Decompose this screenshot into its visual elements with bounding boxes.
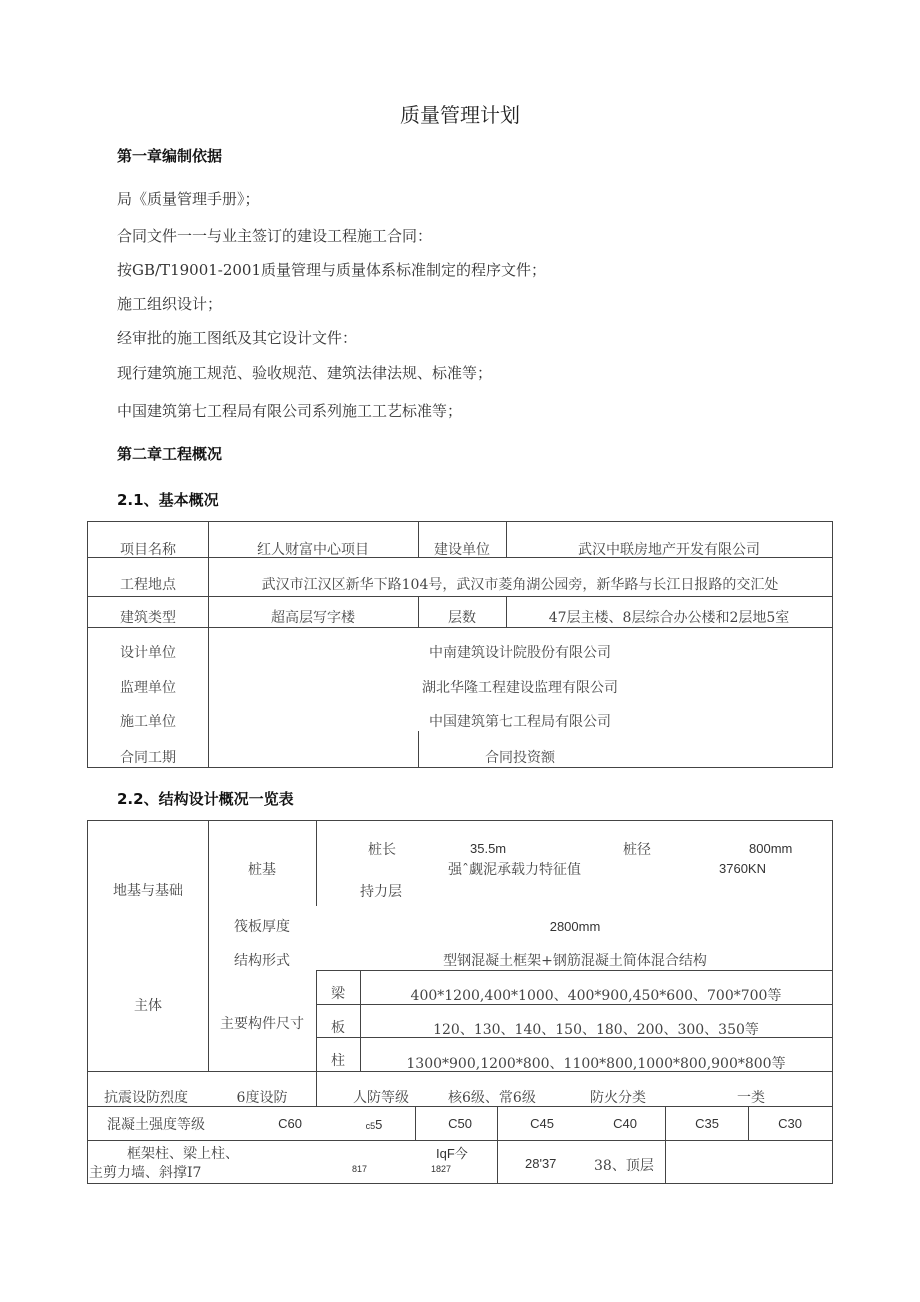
- label-members: 主要构件尺寸: [220, 1016, 304, 1032]
- label-bearing-layer: 持力层: [360, 884, 402, 900]
- chapter1-heading: 第一章编制依据: [117, 147, 223, 165]
- label-civil-defense: 人防等级: [353, 1090, 409, 1106]
- label-bearing-capacity: 强ˆ觑泥承载力特征值: [448, 862, 581, 878]
- value-slab: 120、130、140、150、180、200、300、350等: [433, 1022, 759, 1038]
- label-fire-class: 防火分类: [590, 1090, 646, 1106]
- label-design: 设计单位: [120, 645, 176, 661]
- label-frame-column: 框架柱、梁上柱、: [127, 1146, 239, 1162]
- grade-c60: C60: [278, 1116, 302, 1131]
- value-fire-class: 一类: [737, 1090, 765, 1106]
- label-builder: 建设单位: [434, 542, 490, 558]
- basis-item: 中国建筑第七工程局有限公司系列施工工艺标准等；: [117, 402, 463, 420]
- label-seismic: 抗震设防烈度: [104, 1090, 188, 1106]
- label-period: 合同工期: [120, 750, 176, 766]
- value-structural-form: 型钢混凝土框架+钢筋混凝土简体混合结构: [443, 953, 707, 969]
- label-concrete-grade: 混凝土强度等级: [107, 1117, 205, 1133]
- value-floors: 47层主楼、8层综合办公楼和2层地5室: [548, 610, 790, 626]
- value-pile-length: 35.5m: [470, 841, 507, 856]
- value-2837: 28'37: [525, 1156, 557, 1171]
- label-column: 柱: [331, 1053, 345, 1069]
- value-1827: 1827: [431, 1164, 452, 1174]
- basis-item: 现行建筑施工规范、验收规范、建筑法律法规、标准等；: [117, 364, 493, 382]
- basis-item: 按GB/T19001-2001质量管理与质量体系标准制定的程序文件；: [117, 261, 547, 279]
- label-pile-diameter: 桩径: [623, 842, 651, 858]
- value-raft: 2800mm: [549, 919, 601, 934]
- label-shear-wall: 主剪力墙、斜撑I7: [89, 1165, 202, 1181]
- value-pile-diameter: 800mm: [749, 841, 793, 856]
- section-heading-basic: 2.1、基本概况: [117, 491, 219, 509]
- value-builder: 武汉中联房地产开发有限公司: [578, 542, 760, 558]
- label-pile-length: 桩长: [368, 842, 396, 858]
- value-iqf: IqF今: [436, 1146, 468, 1161]
- grade-c45: C45: [530, 1116, 554, 1131]
- value-817: 817: [352, 1164, 368, 1174]
- label-slab: 板: [331, 1020, 345, 1036]
- grade-c40: C40: [613, 1116, 637, 1131]
- basis-item: 施工组织设计；: [117, 295, 223, 313]
- label-main: 主体: [134, 998, 162, 1014]
- basis-item: 局《质量管理手册》；: [117, 190, 260, 208]
- label-building-type: 建筑类型: [120, 610, 176, 626]
- value-seismic: 6度设防: [236, 1090, 288, 1106]
- grade-c55: [366, 1114, 383, 1133]
- grade-c55-prefix: c5: [365, 1121, 376, 1131]
- grade-c30: C30: [778, 1116, 802, 1131]
- value-column: 1300*900,1200*800、1100*800,1000*800,900*800等: [406, 1056, 786, 1072]
- label-foundation: 地基与基础: [113, 883, 183, 899]
- value-construct: 中国建筑第七工程局有限公司: [429, 714, 611, 730]
- label-structural-form: 结构形式: [234, 953, 290, 969]
- grade-c50: C50: [448, 1116, 472, 1131]
- value-building-type: 超高层写字楼: [271, 610, 355, 626]
- page-title: 质量管理计划: [400, 103, 520, 127]
- label-supervise: 监理单位: [120, 680, 176, 696]
- label-floors: 层数: [448, 610, 476, 626]
- label-construct: 施工单位: [120, 714, 176, 730]
- section-heading-structure: 2.2、结构设计概况一览表: [117, 790, 294, 808]
- grade-c55-suffix: 5: [375, 1117, 383, 1132]
- label-project-name: 项目名称: [120, 542, 176, 558]
- label-raft: 筏板厚度: [234, 919, 290, 935]
- label-pile: 桩基: [248, 862, 276, 878]
- label-beam: 梁: [331, 986, 345, 1002]
- basis-item: 经审批的施工图纸及其它设计文件：: [117, 329, 358, 347]
- value-project-name: 红人财富中心项目: [257, 542, 369, 558]
- value-top-floor: 38、顶层: [594, 1158, 654, 1174]
- value-location: 武汉市江汉区新华下路104号，武汉市菱角湖公园旁，新华路与长江日报路的交汇处: [261, 577, 779, 593]
- value-civil-defense: 核6级、常6级: [448, 1090, 536, 1106]
- value-supervise: 湖北华隆工程建设监理有限公司: [422, 680, 618, 696]
- label-investment: 合同投资额: [485, 750, 555, 766]
- grade-c35: C35: [695, 1116, 719, 1131]
- value-design: 中南建筑设计院股份有限公司: [429, 645, 611, 661]
- chapter2-heading: 第二章工程概况: [117, 445, 223, 463]
- value-beam: 400*1200,400*1000、400*900,450*600、700*700等: [410, 988, 782, 1004]
- label-location: 工程地点: [120, 577, 176, 593]
- value-bearing-capacity: 3760KN: [719, 861, 766, 876]
- basis-item: 合同文件一一与业主签订的建设工程施工合同：: [117, 227, 433, 245]
